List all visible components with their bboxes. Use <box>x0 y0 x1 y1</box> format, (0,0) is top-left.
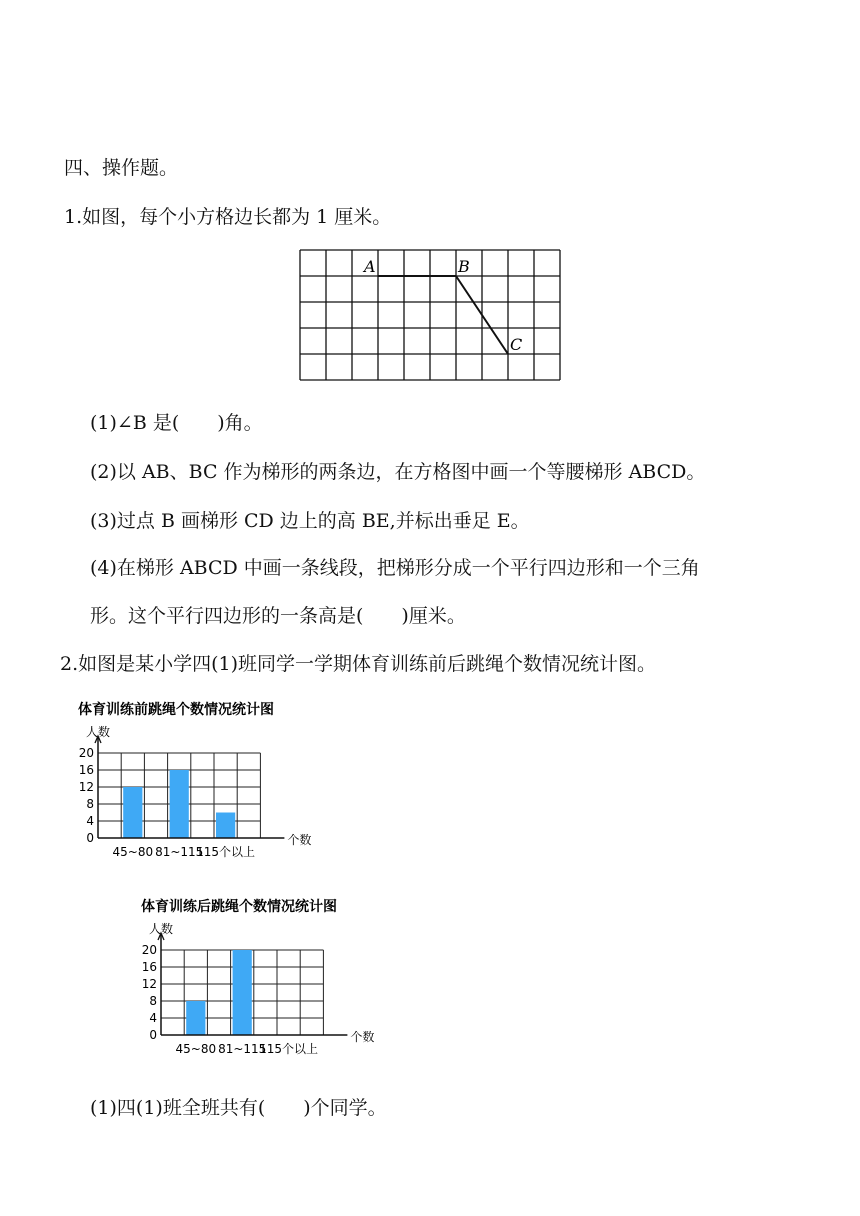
x-category-label: 81~115 <box>155 845 204 859</box>
bar <box>123 787 142 838</box>
y-tick-label: 12 <box>141 977 157 991</box>
chart-after-training <box>133 895 433 1070</box>
bar <box>233 950 252 1035</box>
bar <box>216 813 235 839</box>
y-tick-label: 8 <box>149 994 157 1008</box>
y-tick-label: 12 <box>78 780 94 794</box>
chart-title: 体育训练前跳绳个数情况统计图 <box>78 702 274 718</box>
bar <box>170 770 189 838</box>
question-2-stem: 2.如图是某小学四(1)班同学一学期体育训练前后跳绳个数情况统计图。 <box>60 653 657 675</box>
question-1-stem: 1.如图，每个小方格边长都为 1 厘米。 <box>64 206 392 228</box>
x-axis-label: 个数 <box>287 833 312 847</box>
question-1-sub-2: (2)以 AB、BC 作为梯形的两条边，在方格图中画一个等腰梯形 ABCD。 <box>90 461 706 483</box>
question-1-sub-4-line-2: 形。这个平行四边形的一条高是( )厘米。 <box>90 605 466 627</box>
question-1-sub-1: (1)∠B 是( )角。 <box>90 412 263 434</box>
y-tick-label: 16 <box>78 763 94 777</box>
y-tick-label: 4 <box>86 814 94 828</box>
x-category-label: 45~80 <box>112 845 154 859</box>
question-2-sub-1: (1)四(1)班全班共有( )个同学。 <box>90 1097 387 1119</box>
x-category-label: 115个以上 <box>259 1042 319 1056</box>
grid-lines <box>300 250 560 380</box>
y-tick-label: 8 <box>86 797 94 811</box>
chart-title: 体育训练后跳绳个数情况统计图 <box>141 899 337 915</box>
question-1-sub-3: (3)过点 B 画梯形 CD 边上的高 BE,并标出垂足 E。 <box>90 510 530 532</box>
y-tick-label: 0 <box>149 1028 157 1042</box>
point-a-label: A <box>364 257 376 276</box>
x-category-label: 45~80 <box>175 1042 217 1056</box>
y-tick-label: 4 <box>149 1011 157 1025</box>
y-tick-label: 16 <box>141 960 157 974</box>
x-axis-label: 个数 <box>350 1030 375 1044</box>
chart-before-training <box>70 698 370 873</box>
point-b-label: B <box>458 257 470 276</box>
bar <box>186 1001 205 1035</box>
y-tick-label: 20 <box>78 746 94 760</box>
y-axis-label: 人数 <box>149 922 174 936</box>
question-1-sub-4-line-1: (4)在梯形 ABCD 中画一条线段，把梯形分成一个平行四边形和一个三角 <box>90 557 700 579</box>
y-axis-label: 人数 <box>86 725 111 739</box>
square-grid-figure <box>300 250 560 382</box>
x-category-label: 115个以上 <box>196 845 256 859</box>
point-c-label: C <box>510 335 523 354</box>
x-category-label: 81~115 <box>218 1042 267 1056</box>
section-title: 四、操作题。 <box>64 157 179 179</box>
y-tick-label: 0 <box>86 831 94 845</box>
y-tick-label: 20 <box>141 943 157 957</box>
